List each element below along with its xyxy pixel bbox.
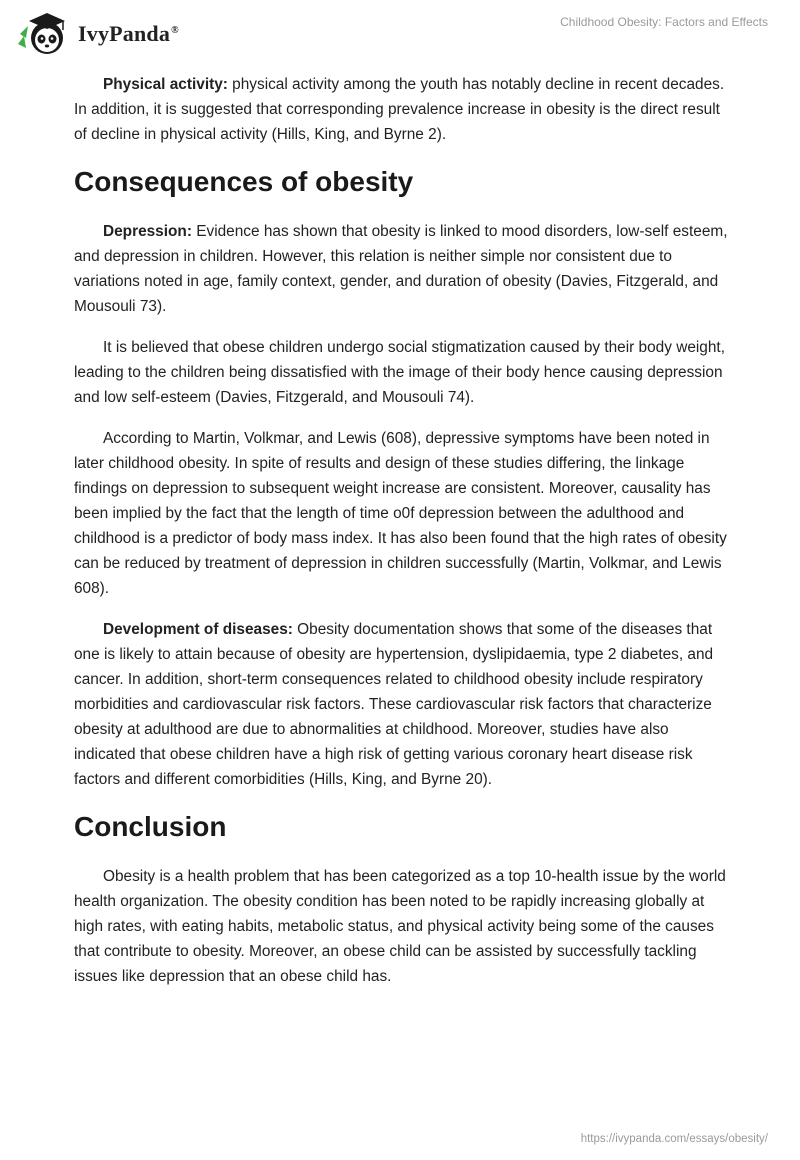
heading-conclusion: Conclusion <box>74 811 227 842</box>
paragraph-stigmatization: It is believed that obese children undergo social stigmatization caused by their body weight, leading to the children being dissatisfied with the image of their body hence causing depression and low self-esteem (Davies, Fitzgerald, and Mousouli 74). <box>74 339 725 406</box>
essay-content <box>74 72 730 1005</box>
paragraph-diseases: Development of diseases: Obesity documentation shows that some of the diseases that one is likely to attain because of obesity are hypertension, dyslipidaemia, type 2 diabetes, and cancer. In addition, short-term consequences related to childhood obesity include respiratory morbidities and cardiovascular risk factors. These cardiovascular risk factors that characterize obesity at adulthood are due to abnormalities at childhood. Moreover, studies have also indicated that obese children have a high risk of getting various coronary heart disease risk factors and different comorbidities (Hills, King, and Byrne 20). <box>74 621 714 788</box>
paragraph-conclusion: Obesity is a health problem that has been categorized as a top 10-health issue by the world health organization. The obesity condition has been noted to be rapidly increasing globally at high rates, with eating habits, metabolic status, and physical activity being some of the causes that contribute to obesity. Moreover, an obese child can be assisted by successfully tackling issues like depression that an obese child has. <box>74 868 726 985</box>
lead-diseases: Development of diseases: <box>103 621 293 638</box>
paragraph-physical-activity: Physical activity: physical activity among the youth has notably decline in recent decades. In addition, it is suggested that corresponding prevalence increase in obesity is the direct result of decline in physical activity (Hills, King, and Byrne 2). <box>74 76 725 143</box>
footer-url-link[interactable]: https://ivypanda.com/essays/obesity/ <box>580 1133 768 1145</box>
page-header <box>0 0 800 70</box>
ivypanda-logo-icon[interactable] <box>14 8 74 58</box>
brand-name[interactable]: IvyPanda® <box>78 21 179 46</box>
heading-consequences: Consequences of obesity <box>74 166 414 197</box>
lead-depression: Depression: <box>103 223 192 240</box>
paragraph-martin: According to Martin, Volkmar, and Lewis (608), depressive symptoms have been noted in later childhood obesity. In spite of results and design of these studies differing, the linkage findings on depression to subsequent weight increase are consistent. Moreover, causality has been implied by the fact that the length of time o0f depression between the adulthood and childhood is a predictor of body mass index. It has also been found that the high rates of obesity can be reduced by treatment of depression in children successfully (Martin, Volkmar, and Lewis 608). <box>74 430 727 597</box>
paragraph-depression: Depression: Evidence has shown that obesity is linked to mood disorders, low-self esteem, and depression in children. However, this relation is neither simple nor consistent due to variations noted in age, family context, gender, and duration of obesity (Davies, Fitzgerald, and Mousouli 73). <box>74 223 728 315</box>
document-title: Childhood Obesity: Factors and Effects <box>560 15 768 29</box>
lead-physical-activity: Physical activity: <box>103 76 228 93</box>
